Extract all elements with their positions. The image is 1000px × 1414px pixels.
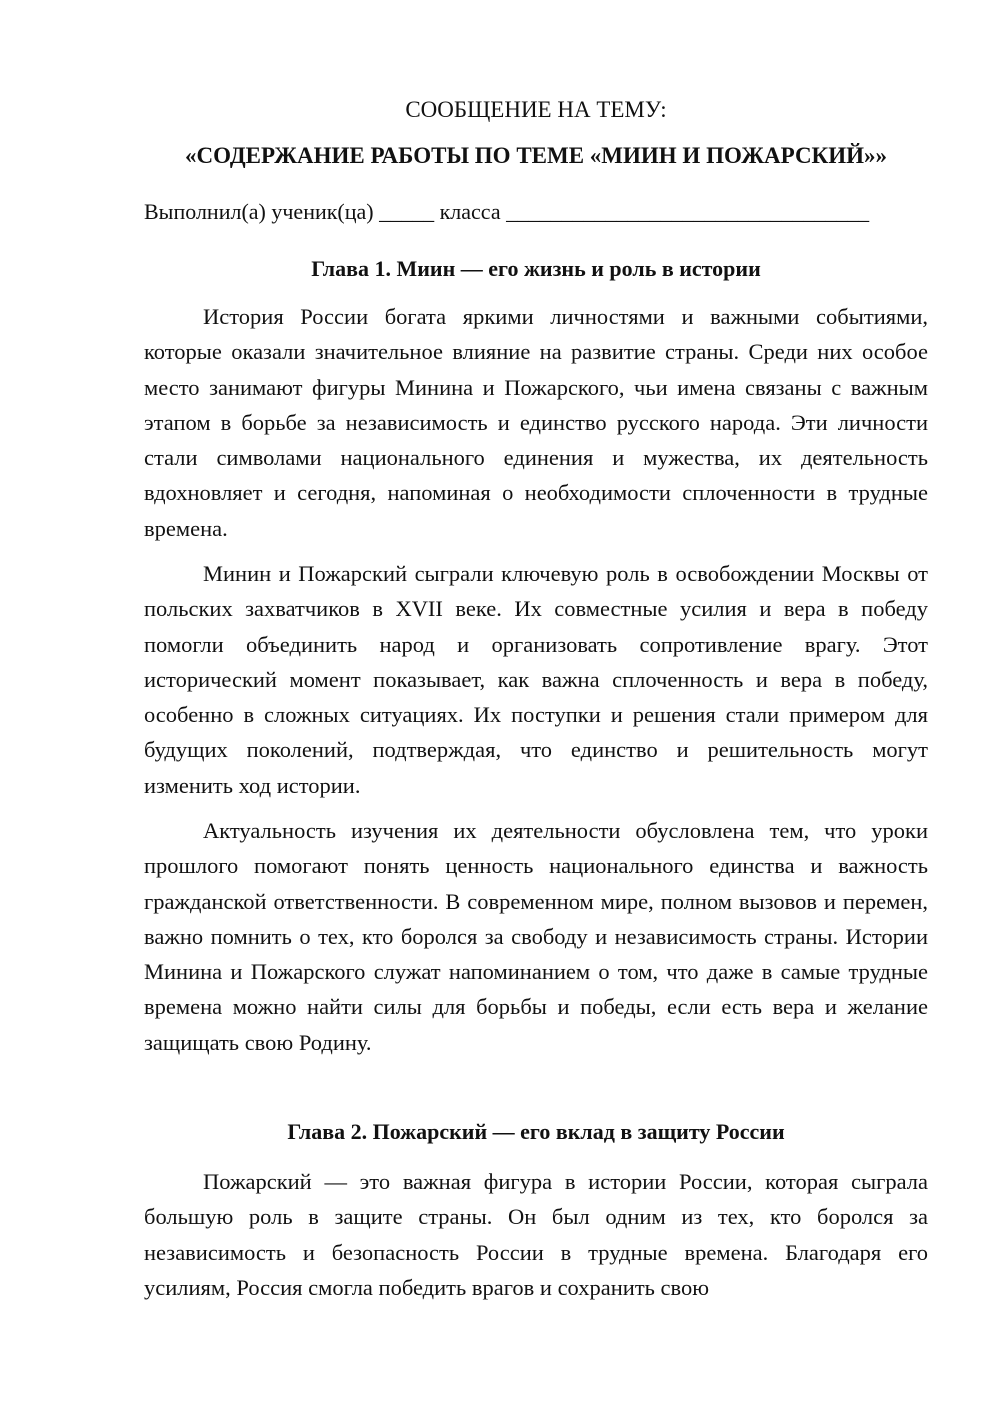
chapter-2-heading: Глава 2. Пожарский — его вклад в защиту России bbox=[287, 1119, 785, 1144]
chapter-2-paragraph-1: Пожарский — это важная фигура в истории России, которая сыграла большую роль в защите страны. Он был одним из тех, кто боролся за независимость и безопасность России в трудные времена. Благодаря его усилиям, Россия смогла победить врагов и сохранить свою bbox=[144, 1169, 928, 1300]
chapter-1-paragraph-3: Актуальность изучения их деятельности обусловлена тем, что уроки прошлого помогают понять ценность национального единства и важность гражданской ответственности. В современном мире, полном вызовов и перемен, важно помнить о тех, кто боролся за свободу и независимость страны. Истории Минина и Пожарского служат напоминанием о том, что даже в самые трудные времена можно найти силы для борьбы и победы, если есть вера и желание защищать свою Родину. bbox=[144, 818, 928, 1055]
chapter-1-paragraph-1: История России богата яркими личностями и важными событиями, которые оказали значительное влияние на развитие страны. Среди них особое место занимают фигуры Минина и Пожарского, чьи имена связаны с важным этапом в борьбе за независимость и единство русского народа. Эти личности стали символами национального единения и мужества, их деятельность вдохновляет и сегодня, напоминая о необходимости сплоченности в трудные времена. bbox=[144, 304, 928, 541]
chapter-1-heading: Глава 1. Миин — его жизнь и роль в истории bbox=[311, 256, 761, 281]
signature-line: Выполнил(а) ученик(ца) _____ класса _________________________________ bbox=[144, 199, 870, 224]
document-title: СООБЩЕНИЕ НА ТЕМУ: bbox=[405, 97, 667, 122]
chapter-1-paragraph-2: Минин и Пожарский сыграли ключевую роль в освобождении Москвы от польских захватчиков в XVII веке. Их совместные усилия и вера в победу помогли объединить народ и организовать сопротивление врагу. Этот исторический момент показывает, как важна сплоченность и вера в победу, особенно в сложных ситуациях. Их поступки и решения стали примером для будущих поколений, подтверждая, что единство и решительность могут изменить ход истории. bbox=[144, 561, 928, 798]
document-subtitle: «СОДЕРЖАНИЕ РАБОТЫ ПО ТЕМЕ «МИИН И ПОЖАРСКИЙ»» bbox=[184, 143, 888, 168]
